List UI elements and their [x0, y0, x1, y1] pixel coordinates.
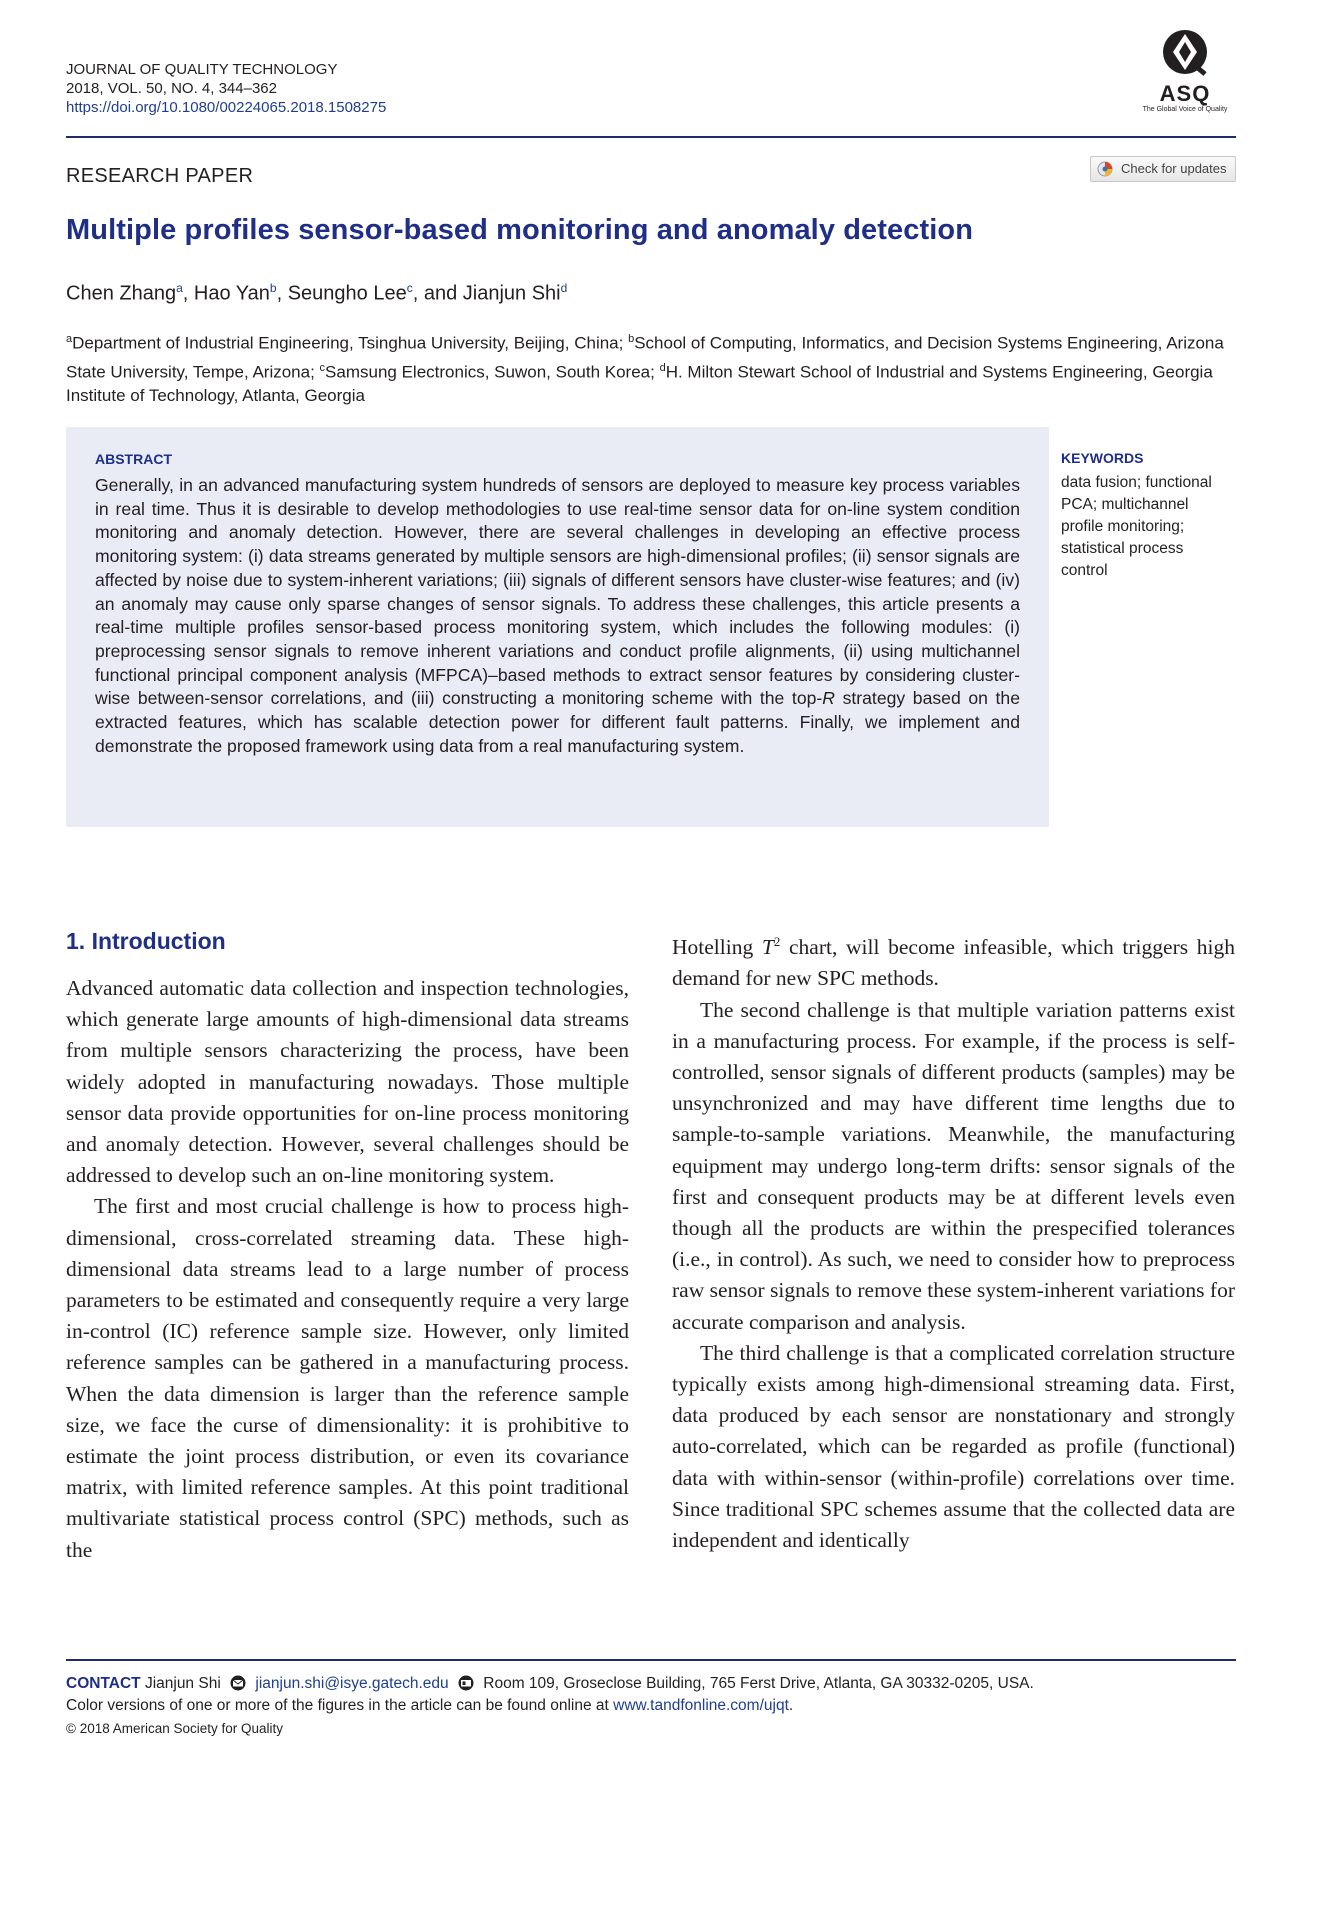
author-affiliation-mark: d	[560, 281, 568, 295]
color-note-text: Color versions of one or more of the figures in the article can be found online at	[66, 1697, 614, 1714]
keywords-heading: KEYWORDS	[1061, 450, 1144, 466]
math-exponent: 2	[773, 934, 781, 949]
abstract-span: strategy based on the extracted features, which has scalable detection power for different fault patterns. Finally, we implement and demonstrate the proposed framework using data from a real manufacturing system.	[95, 688, 1021, 756]
author-name: Hao Yan	[193, 282, 270, 305]
abstract-text	[95, 474, 1020, 758]
check-updates-label: Check for updates	[1121, 161, 1227, 176]
email-icon	[229, 1675, 247, 1691]
affiliations	[66, 327, 1241, 408]
math-variable: T	[761, 935, 774, 960]
author-affiliation-mark: b	[269, 281, 277, 295]
body-column-right	[672, 926, 1235, 1556]
abstract-italic: R	[822, 688, 835, 709]
author-separator: , and	[412, 282, 463, 305]
asq-logo-tagline: The Global Voice of Quality	[1142, 106, 1228, 113]
affiliation-text: H. Milton Stewart School of Industrial and Systems Engineering, Georgia Institute of Technology, Atlanta, Georgia	[66, 362, 1213, 406]
copyright: © 2018 American Society for Quality	[66, 1721, 284, 1736]
journal-name: JOURNAL OF QUALITY TECHNOLOGY	[66, 61, 338, 78]
keywords-text: data fusion; functional PCA; multichannel profile monitoring; statistical process control	[1061, 474, 1212, 579]
affiliation-text: Department of Industrial Engineering, Tsinghua University, Beijing, China;	[72, 333, 629, 353]
check-updates-button[interactable]	[1090, 156, 1236, 182]
journal-header	[66, 60, 386, 117]
paragraph: The first and most crucial challenge is how to process high-dimensional, cross-correlated streaming data. These high-dimensional data streams lead to a large number of process parameters to be estimated and consequently require a very large in-control (IC) reference sample size. However, only limited reference samples can be gathered in a manufacturing process. When the data dimension is larger than the reference sample size, we face the curse of dimensionality: it is prohibitive to estimate the joint process distribution, or even its covariance matrix, with limited reference samples. At this point traditional multivariate statistical process control (SPC) methods, such as the	[66, 1194, 629, 1562]
contact-name: Jianjun Shi	[144, 1675, 221, 1692]
paragraph-continued	[672, 926, 1235, 995]
paragraph: The third challenge is that a complicated correlation structure typically exists among high-dimensional streaming data. First, data produced by each sensor are nonstationary and strongly auto-correlated, which can be regarded as profile (functional) data with within-sensor (within-profile) correlations over time. Since traditional SPC schemes assume that the collected data are independent and identically	[672, 1340, 1235, 1553]
color-note-end: .	[788, 1697, 794, 1714]
address-icon	[457, 1675, 475, 1691]
author-name: Jianjun Shi	[462, 282, 561, 305]
affiliation-text: School of Computing, Informatics, and Decision Systems Engineering, Arizona State University, Tempe, Arizona;	[66, 333, 1224, 382]
author-list	[66, 281, 567, 306]
author-separator: ,	[182, 282, 194, 305]
affiliation-mark: b	[628, 333, 635, 345]
author-affiliation-mark: a	[176, 281, 183, 295]
paper-title: Multiple profiles sensor-based monitoring and anomaly detection	[66, 214, 974, 246]
contact-line	[66, 1673, 1034, 1694]
asq-emblem-icon	[1157, 28, 1213, 76]
journal-volume: 2018, VOL. 50, NO. 4, 344–362	[66, 80, 277, 97]
color-note	[66, 1695, 793, 1716]
paragraph: Advanced automatic data collection and inspection technologies, which generate large amounts of high-dimensional data streams from multiple sensors characterizing the process, have been widely adopted in manufacturing nowadays. Those multiple sensor data provide opportunities for on-line process monitoring and anomaly detection. However, several challenges should be addressed to develop such an on-line monitoring system.	[66, 976, 629, 1188]
crossmark-icon	[1097, 161, 1113, 177]
abstract-heading: ABSTRACT	[95, 451, 172, 467]
affiliation-mark: d	[659, 361, 666, 374]
author-separator: ,	[276, 282, 288, 305]
contact-label: CONTACT	[66, 1675, 141, 1692]
affiliation-mark: c	[319, 361, 326, 374]
footer-rule	[66, 1659, 1236, 1661]
section-heading-introduction: 1. Introduction	[66, 928, 226, 954]
abstract-span: Generally, in an advanced manufacturing system hundreds of sensors are deployed to measure key process variables in real time. Thus it is desirable to develop methodologies to use real-time sensor data for on-line system condition monitoring and anomaly detection. However, there are several challenges in developing an effective process monitoring system: (i) data streams generated by multiple sensors are high-dimensional profiles; (ii) sensor signals are affected by noise due to system-inherent variations; (iii) signals of different sensors have cluster-wise features; and (iv) an anomaly may cause only sparse changes of sensor signals. To address these challenges, this article presents a real-time multiple profiles sensor-based process monitoring system, which includes the following modules: (i) preprocessing sensor signals to remove inherent variations and conduct profile alignments, (ii) using multichannel functional principal component analysis (MFPCA)–based methods to extract sensor features by considering cluster-wise between-sensor correlations, and (iii) constructing a monitoring scheme with the top-	[95, 475, 1020, 709]
asq-logo-name: ASQ	[1159, 81, 1211, 106]
body-column-left	[66, 973, 629, 1566]
author-name: Chen Zhang	[66, 282, 177, 305]
affiliation-mark: a	[66, 333, 73, 345]
email-link[interactable]: jianjun.shi@isye.gatech.edu	[255, 1675, 449, 1692]
author-affiliation-mark: c	[406, 281, 413, 295]
affiliation-text: Samsung Electronics, Suwon, South Korea;	[325, 362, 660, 382]
text-span: chart, will become infeasible, which triggers high demand for new SPC methods.	[672, 935, 1235, 991]
contact-address: Room 109, Groseclose Building, 765 Ferst Drive, Atlanta, GA 30332-0205, USA.	[483, 1675, 1034, 1692]
text-span: Hotelling	[672, 935, 762, 960]
paragraph: The second challenge is that multiple variation patterns exist in a manufacturing process. For example, if the process is self-controlled, sensor signals of different products (samples) may be unsynchronized and may have different time lengths due to sample-to-sample variations. Meanwhile, the manufacturing equipment may undergo long-term drifts: sensor signals of the first and consequent products may be at different levels even though all the products are within the prespecified tolerances (i.e., in control). As such, we need to consider how to preprocess raw sensor signals to remove these system-inherent variations for accurate comparison and analysis.	[672, 997, 1235, 1334]
journal-website-link[interactable]: www.tandfonline.com/ujqt	[613, 1697, 789, 1714]
asq-logo	[1134, 28, 1236, 114]
author-name: Seungho Lee	[287, 282, 407, 305]
section-label: RESEARCH PAPER	[66, 165, 254, 187]
header-rule	[66, 136, 1236, 138]
doi-link[interactable]: https://doi.org/10.1080/00224065.2018.1508275	[66, 99, 387, 116]
